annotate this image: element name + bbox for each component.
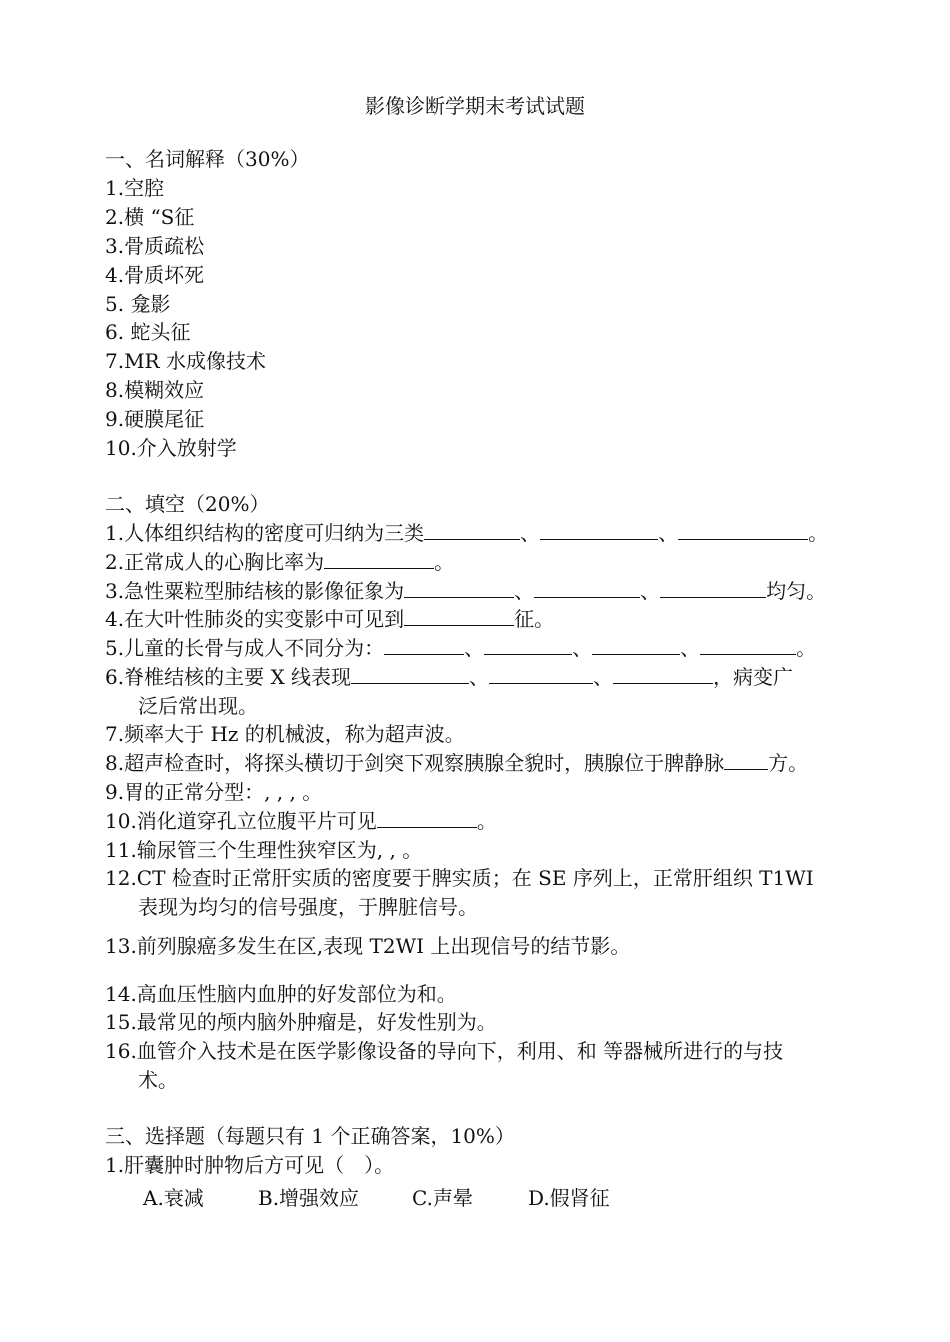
fill-question-3: 3.急性粟粒型肺结核的影像征象为 、 、 均匀。 bbox=[105, 579, 827, 603]
question-text: 4.在大叶性肺炎的实变影中可见到 bbox=[105, 607, 405, 631]
term-item: 2.横 “S征 bbox=[105, 205, 195, 229]
fill-question-10: 10.消化道穿孔立位腹平片可见 。 bbox=[105, 809, 497, 833]
answer-blank[interactable] bbox=[613, 663, 713, 684]
fill-question-4: 4.在大叶性肺炎的实变影中可见到 征。 bbox=[105, 607, 555, 631]
term-item: 7.MR 水成像技术 bbox=[105, 349, 266, 373]
answer-blank[interactable] bbox=[592, 634, 680, 655]
answer-blank[interactable] bbox=[404, 577, 514, 598]
answer-blank[interactable] bbox=[377, 807, 477, 828]
term-item: 1.空腔 bbox=[105, 176, 165, 200]
answer-blank[interactable] bbox=[351, 663, 469, 684]
section-heading-3: 三、选择题（每题只有 1 个正确答案，10%） bbox=[105, 1124, 515, 1148]
option-d[interactable]: D.假肾征 bbox=[528, 1186, 610, 1210]
term-item: 3.骨质疏松 bbox=[105, 234, 205, 258]
answer-blank[interactable] bbox=[700, 634, 796, 655]
fill-question-5: 5.儿童的长骨与成人不同分为： 、 、 、 。 bbox=[105, 636, 817, 660]
question-continuation: 术。 bbox=[138, 1068, 178, 1092]
term-item: 8.模糊效应 bbox=[105, 378, 205, 402]
question-continuation: 表现为均匀的信号强度，于脾脏信号。 bbox=[138, 895, 478, 919]
choice-question-1: 1.肝囊肿时肿物后方可见（ ）。 bbox=[105, 1153, 395, 1177]
fill-question-13: 13.前列腺癌多发生在区,表现 T2WI 上出现信号的结节影。 bbox=[105, 934, 631, 958]
question-text: 2.正常成人的心胸比率为 bbox=[105, 550, 325, 574]
section-heading-1: 一、名词解释（30%） bbox=[105, 147, 310, 171]
option-b[interactable]: B.增强效应 bbox=[258, 1186, 360, 1210]
fill-question-2: 2.正常成人的心胸比率为 。 bbox=[105, 550, 455, 574]
answer-blank[interactable] bbox=[424, 519, 520, 540]
fill-question-6: 6.脊椎结核的主要 X 线表现 、 、 ，病变广 bbox=[105, 665, 794, 689]
answer-blank[interactable] bbox=[724, 749, 768, 770]
question-text: 6.脊椎结核的主要 X 线表现 bbox=[105, 665, 352, 689]
fill-question-16: 16.血管介入技术是在医学影像设备的导向下，利用、和 等器械所进行的与技 bbox=[105, 1039, 784, 1063]
term-item: 6. 蛇头征 bbox=[105, 320, 191, 344]
fill-question-7: 7.频率大于 Hz 的机械波，称为超声波。 bbox=[105, 722, 465, 746]
question-text: 5.儿童的长骨与成人不同分为： bbox=[105, 636, 385, 660]
term-item: 5. 龛影 bbox=[105, 292, 171, 316]
fill-question-12: 12.CT 检查时正常肝实质的密度要于脾实质；在 SE 序列上，正常肝组织 T1WI bbox=[105, 866, 814, 890]
question-text: 10.消化道穿孔立位腹平片可见 bbox=[105, 809, 377, 833]
answer-blank[interactable] bbox=[534, 577, 640, 598]
section-heading-2: 二、填空（20%） bbox=[105, 492, 270, 516]
answer-blank[interactable] bbox=[384, 634, 464, 655]
question-text: 3.急性粟粒型肺结核的影像征象为 bbox=[105, 579, 405, 603]
fill-question-9: 9.胃的正常分型：, , , 。 bbox=[105, 780, 323, 804]
answer-blank[interactable] bbox=[489, 663, 593, 684]
fill-question-15: 15.最常见的颅内脑外肿瘤是，好发性别为。 bbox=[105, 1010, 497, 1034]
question-continuation: 泛后常出现。 bbox=[138, 694, 258, 718]
fill-question-8: 8.超声检查时，将探头横切于剑突下观察胰腺全貌时，胰腺位于脾静脉 方。 bbox=[105, 751, 809, 775]
question-text: 1.人体组织结构的密度可归纳为三类 bbox=[105, 521, 425, 545]
fill-question-14: 14.高血压性脑内血肿的好发部位为和。 bbox=[105, 982, 457, 1006]
answer-blank[interactable] bbox=[324, 548, 434, 569]
answer-blank[interactable] bbox=[678, 519, 808, 540]
page-title: 影像诊断学期末考试试题 bbox=[365, 94, 585, 118]
question-text: 8.超声检查时，将探头横切于剑突下观察胰腺全貌时，胰腺位于脾静脉 bbox=[105, 751, 725, 775]
fill-question-1: 1.人体组织结构的密度可归纳为三类 、 、 。 bbox=[105, 521, 829, 545]
answer-blank[interactable] bbox=[540, 519, 658, 540]
fill-question-11: 11.输尿管三个生理性狭窄区为, , 。 bbox=[105, 838, 423, 862]
answer-blank[interactable] bbox=[484, 634, 572, 655]
term-item: 10.介入放射学 bbox=[105, 436, 237, 460]
answer-blank[interactable] bbox=[660, 577, 766, 598]
term-item: 4.骨质坏死 bbox=[105, 263, 205, 287]
term-item: 9.硬膜尾征 bbox=[105, 407, 205, 431]
option-c[interactable]: C.声晕 bbox=[412, 1186, 473, 1210]
answer-blank[interactable] bbox=[404, 605, 514, 626]
option-a[interactable]: A.衰减 bbox=[143, 1186, 204, 1210]
